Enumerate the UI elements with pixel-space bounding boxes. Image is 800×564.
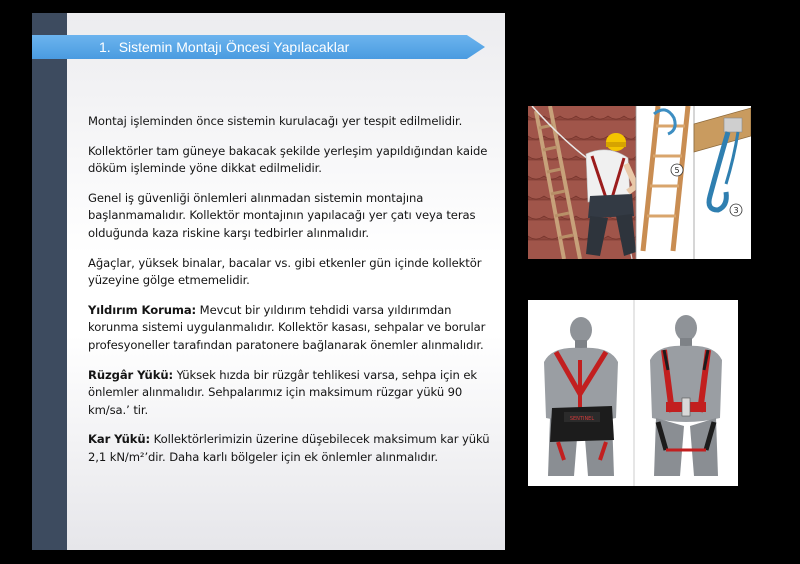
section-title (99, 37, 349, 57)
body-text (88, 113, 493, 479)
side-bar (32, 13, 67, 550)
paragraph: Ağaçlar, yüksek binalar, bacalar vs. gibi etkenler gün içinde kollektör yüzeyine gölge etmemelidir. (88, 255, 482, 288)
section-number: 1. (99, 39, 111, 55)
safety-harness-photo-icon (528, 300, 738, 486)
paragraph-wind: Rüzgâr Yükü: Yüksek hızda bir rüzgâr tehlikesi varsa, sehpa için ek önlemler alınmalıdır. Sehpalarımız için maksimum rüzgar yükü 90 km/sa.’ tir. (88, 367, 478, 417)
paragraph-label: Yıldırım Koruma: (88, 302, 197, 317)
paragraph-label: Kar Yükü: (88, 432, 151, 447)
panel-label: 3 (733, 206, 739, 215)
roof-safety-illustration-icon (528, 106, 751, 259)
harness-brand: SENTINEL (569, 416, 595, 422)
paragraph-lightning: Yıldırım Koruma: Mevcut bir yıldırım tehdidi varsa yıldırımdan korunma sistemi uygulanmalıdır. Kollektör kasası, sehpalar ve borular profesyoneller tarafından paratonere bağlanarak önemler alınmalıdır. (88, 302, 486, 352)
panel-label: 5 (674, 166, 680, 175)
paragraph-snow: Kar Yükü: Kollektörlerimizin üzerine düşebilecek maksimum kar yükü 2,1 kN/m²’dir. Daha karlı bölgeler için ek önlemler alınmalıdır. (88, 432, 490, 464)
section-title-text: Sistemin Montajı Öncesi Yapılacaklar (118, 39, 350, 55)
paragraph: Genel iş güvenliği önlemleri alınmadan sistemin montajına başlanmamalıdır. Kollektör montajının yapılacağı yer çatı veya teras olduğunda kaza riskine karşı tedbirler alınmalıdır. (88, 190, 476, 240)
paragraph-label: Rüzgâr Yükü: (88, 367, 174, 382)
paragraph: Kollektörler tam güneye bakacak şekilde yerleşim yapıldığından kaide döküm işleminde yöne dikkat edilmelidir. (88, 143, 488, 176)
paragraph: Montaj işleminden önce sistemin kurulacağı yer tespit edilmelidir. (88, 114, 463, 128)
document-page (32, 13, 505, 550)
